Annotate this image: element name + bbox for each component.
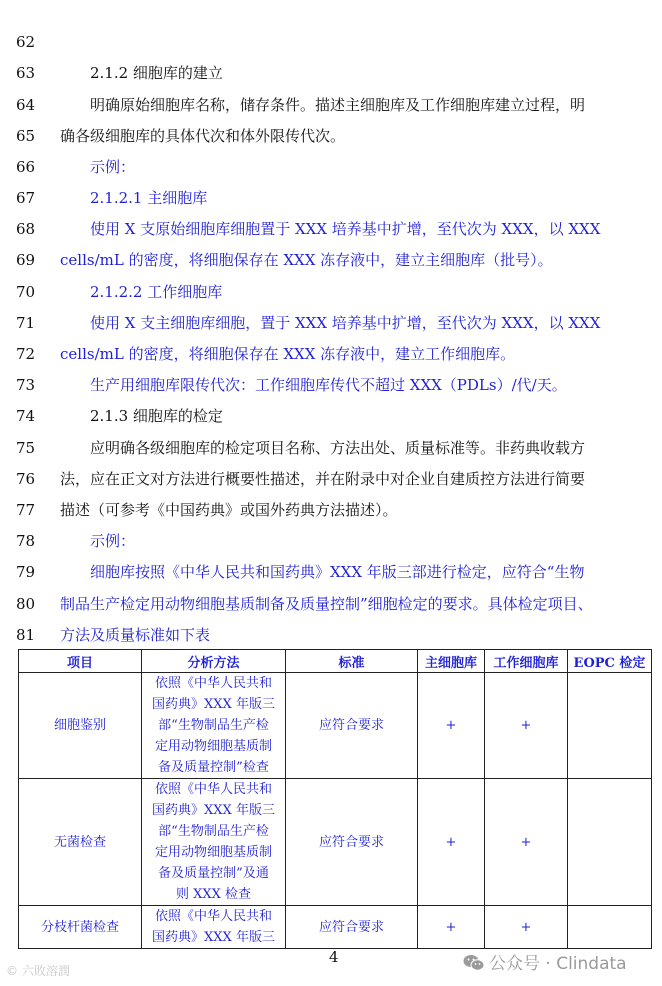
method-line: 部“生物制品生产检 xyxy=(158,824,269,839)
line-text: 方法及质量标准如下表 xyxy=(60,626,211,644)
line-text: 细胞库按照《中华人民共和国药典》XXX 年版三部进行检定，应符合“生物 xyxy=(90,563,585,581)
page-number: 4 xyxy=(329,948,339,966)
line-text: cells/mL 的密度，将细胞保存在 XXX 冻存液中，建立工作细胞库。 xyxy=(60,345,516,363)
method-line: 备及质量控制”及通 xyxy=(158,866,269,881)
line-text: 法，应在正文对方法进行概要性描述，并在附录中对企业自建质控方法进行简要 xyxy=(60,470,586,488)
column-header: 主细胞库 xyxy=(418,650,485,673)
line-text: 制品生产检定用动物细胞基质制备及质量控制”细胞检定的要求。具体检定项目、 xyxy=(60,595,593,613)
line-number: 73 xyxy=(16,376,36,394)
method-line: 部“生物制品生产检 xyxy=(158,718,269,733)
item-cell: 分枝杆菌检查 xyxy=(19,906,142,949)
column-header: EOPC 检定 xyxy=(568,650,652,673)
text-line xyxy=(0,156,662,178)
section-heading: 2.1.3 细胞库的检定 xyxy=(90,407,223,425)
watermark-left: © 六敗溶潤 xyxy=(6,964,70,978)
line-number: 65 xyxy=(16,127,36,145)
text-line xyxy=(0,281,662,303)
standard-cell: 应符合要求 xyxy=(286,779,418,906)
line-text: 确各级细胞库的具体代次和体外限传代次。 xyxy=(60,127,346,145)
column-header: 标准 xyxy=(286,650,418,673)
method-line: 备及质量控制”检查 xyxy=(158,760,269,775)
method-line: 国药典》XXX 年版三 xyxy=(152,930,275,945)
line-number: 75 xyxy=(16,439,36,457)
wcb-cell: + xyxy=(485,779,568,906)
column-header: 项目 xyxy=(19,650,142,673)
line-text: 描述（可参考《中国药典》或国外药典方法描述）。 xyxy=(60,501,398,519)
method-cell xyxy=(142,673,286,779)
text-line xyxy=(0,249,662,271)
text-line xyxy=(0,187,662,209)
eopc-cell xyxy=(568,906,652,949)
method-line: 国药典》XXX 年版三 xyxy=(152,697,275,712)
method-cell xyxy=(142,779,286,906)
item-cell: 细胞鉴别 xyxy=(19,673,142,779)
item-cell: 无菌检查 xyxy=(19,779,142,906)
mcb-cell: + xyxy=(418,673,485,779)
text-line xyxy=(0,312,662,334)
line-number: 68 xyxy=(16,220,36,238)
line-text: 明确原始细胞库名称，储存条件。描述主细胞库及工作细胞库建立过程，明 xyxy=(90,96,586,114)
watermark-text: 公众号 · Clindata xyxy=(489,954,627,974)
text-line xyxy=(0,31,662,53)
text-line xyxy=(0,437,662,459)
line-number: 70 xyxy=(16,283,36,301)
line-number: 72 xyxy=(16,345,36,363)
eopc-cell xyxy=(568,779,652,906)
line-text: 示例： xyxy=(90,532,136,550)
text-line xyxy=(0,343,662,365)
table-header-row xyxy=(19,650,652,673)
text-line xyxy=(0,530,662,552)
line-number: 62 xyxy=(16,33,36,51)
line-text: 示例： xyxy=(90,158,136,176)
line-text: 生产用细胞库限传代次：工作细胞库传代不超过 XXX（PDLs）/代/天。 xyxy=(90,376,567,394)
line-number: 74 xyxy=(16,407,36,425)
mcb-cell: + xyxy=(418,779,485,906)
line-number: 76 xyxy=(16,470,36,488)
line-text: 使用 X 支原始细胞库细胞置于 XXX 培养基中扩增，至代次为 XXX，以 XXX xyxy=(90,220,601,238)
line-number: 77 xyxy=(16,501,36,519)
line-number: 81 xyxy=(16,626,36,644)
method-line: 则 XXX 检查 xyxy=(175,887,252,902)
line-text: 应明确各级细胞库的检定项目名称、方法出处、质量标准等。非药典收载方 xyxy=(90,439,586,457)
text-line xyxy=(0,593,662,615)
text-line xyxy=(0,94,662,116)
line-number: 66 xyxy=(16,158,36,176)
line-text: cells/mL 的密度，将细胞保存在 XXX 冻存液中，建立主细胞库（批号）。 xyxy=(60,251,553,269)
wcb-cell: + xyxy=(485,906,568,949)
text-line xyxy=(0,125,662,147)
watermark-right xyxy=(463,949,627,974)
method-cell xyxy=(142,906,286,949)
section-heading: 2.1.2.2 工作细胞库 xyxy=(90,283,223,301)
text-line xyxy=(0,624,662,646)
text-line xyxy=(0,561,662,583)
text-line xyxy=(0,405,662,427)
table-row xyxy=(19,673,652,779)
text-line xyxy=(0,218,662,240)
line-number: 69 xyxy=(16,251,36,269)
method-line: 定用动物细胞基质制 xyxy=(154,739,272,754)
wechat-icon xyxy=(463,954,485,972)
section-heading: 2.1.2 细胞库的建立 xyxy=(90,64,223,82)
line-number: 63 xyxy=(16,64,36,82)
text-line xyxy=(0,62,662,84)
section-heading: 2.1.2.1 主细胞库 xyxy=(90,189,208,207)
line-number: 80 xyxy=(16,595,36,613)
standard-cell: 应符合要求 xyxy=(286,673,418,779)
column-header: 工作细胞库 xyxy=(485,650,568,673)
wcb-cell: + xyxy=(485,673,568,779)
line-number: 67 xyxy=(16,189,36,207)
mcb-cell: + xyxy=(418,906,485,949)
text-line xyxy=(0,374,662,396)
line-number: 78 xyxy=(16,532,36,550)
cell-bank-test-table xyxy=(18,649,652,949)
line-number: 79 xyxy=(16,563,36,581)
text-line xyxy=(0,468,662,490)
method-line: 国药典》XXX 年版三 xyxy=(152,803,275,818)
eopc-cell xyxy=(568,673,652,779)
line-text: 使用 X 支主细胞库细胞，置于 XXX 培养基中扩增，至代次为 XXX，以 XXX xyxy=(90,314,601,332)
method-line: 依照《中华人民共和 xyxy=(154,676,272,691)
method-line: 定用动物细胞基质制 xyxy=(154,845,272,860)
column-header: 分析方法 xyxy=(142,650,286,673)
standard-cell: 应符合要求 xyxy=(286,906,418,949)
table-row xyxy=(19,779,652,906)
text-line xyxy=(0,499,662,521)
table-row xyxy=(19,906,652,949)
method-line: 依照《中华人民共和 xyxy=(154,909,272,924)
line-number: 64 xyxy=(16,96,36,114)
method-line: 依照《中华人民共和 xyxy=(154,782,272,797)
line-number: 71 xyxy=(16,314,36,332)
